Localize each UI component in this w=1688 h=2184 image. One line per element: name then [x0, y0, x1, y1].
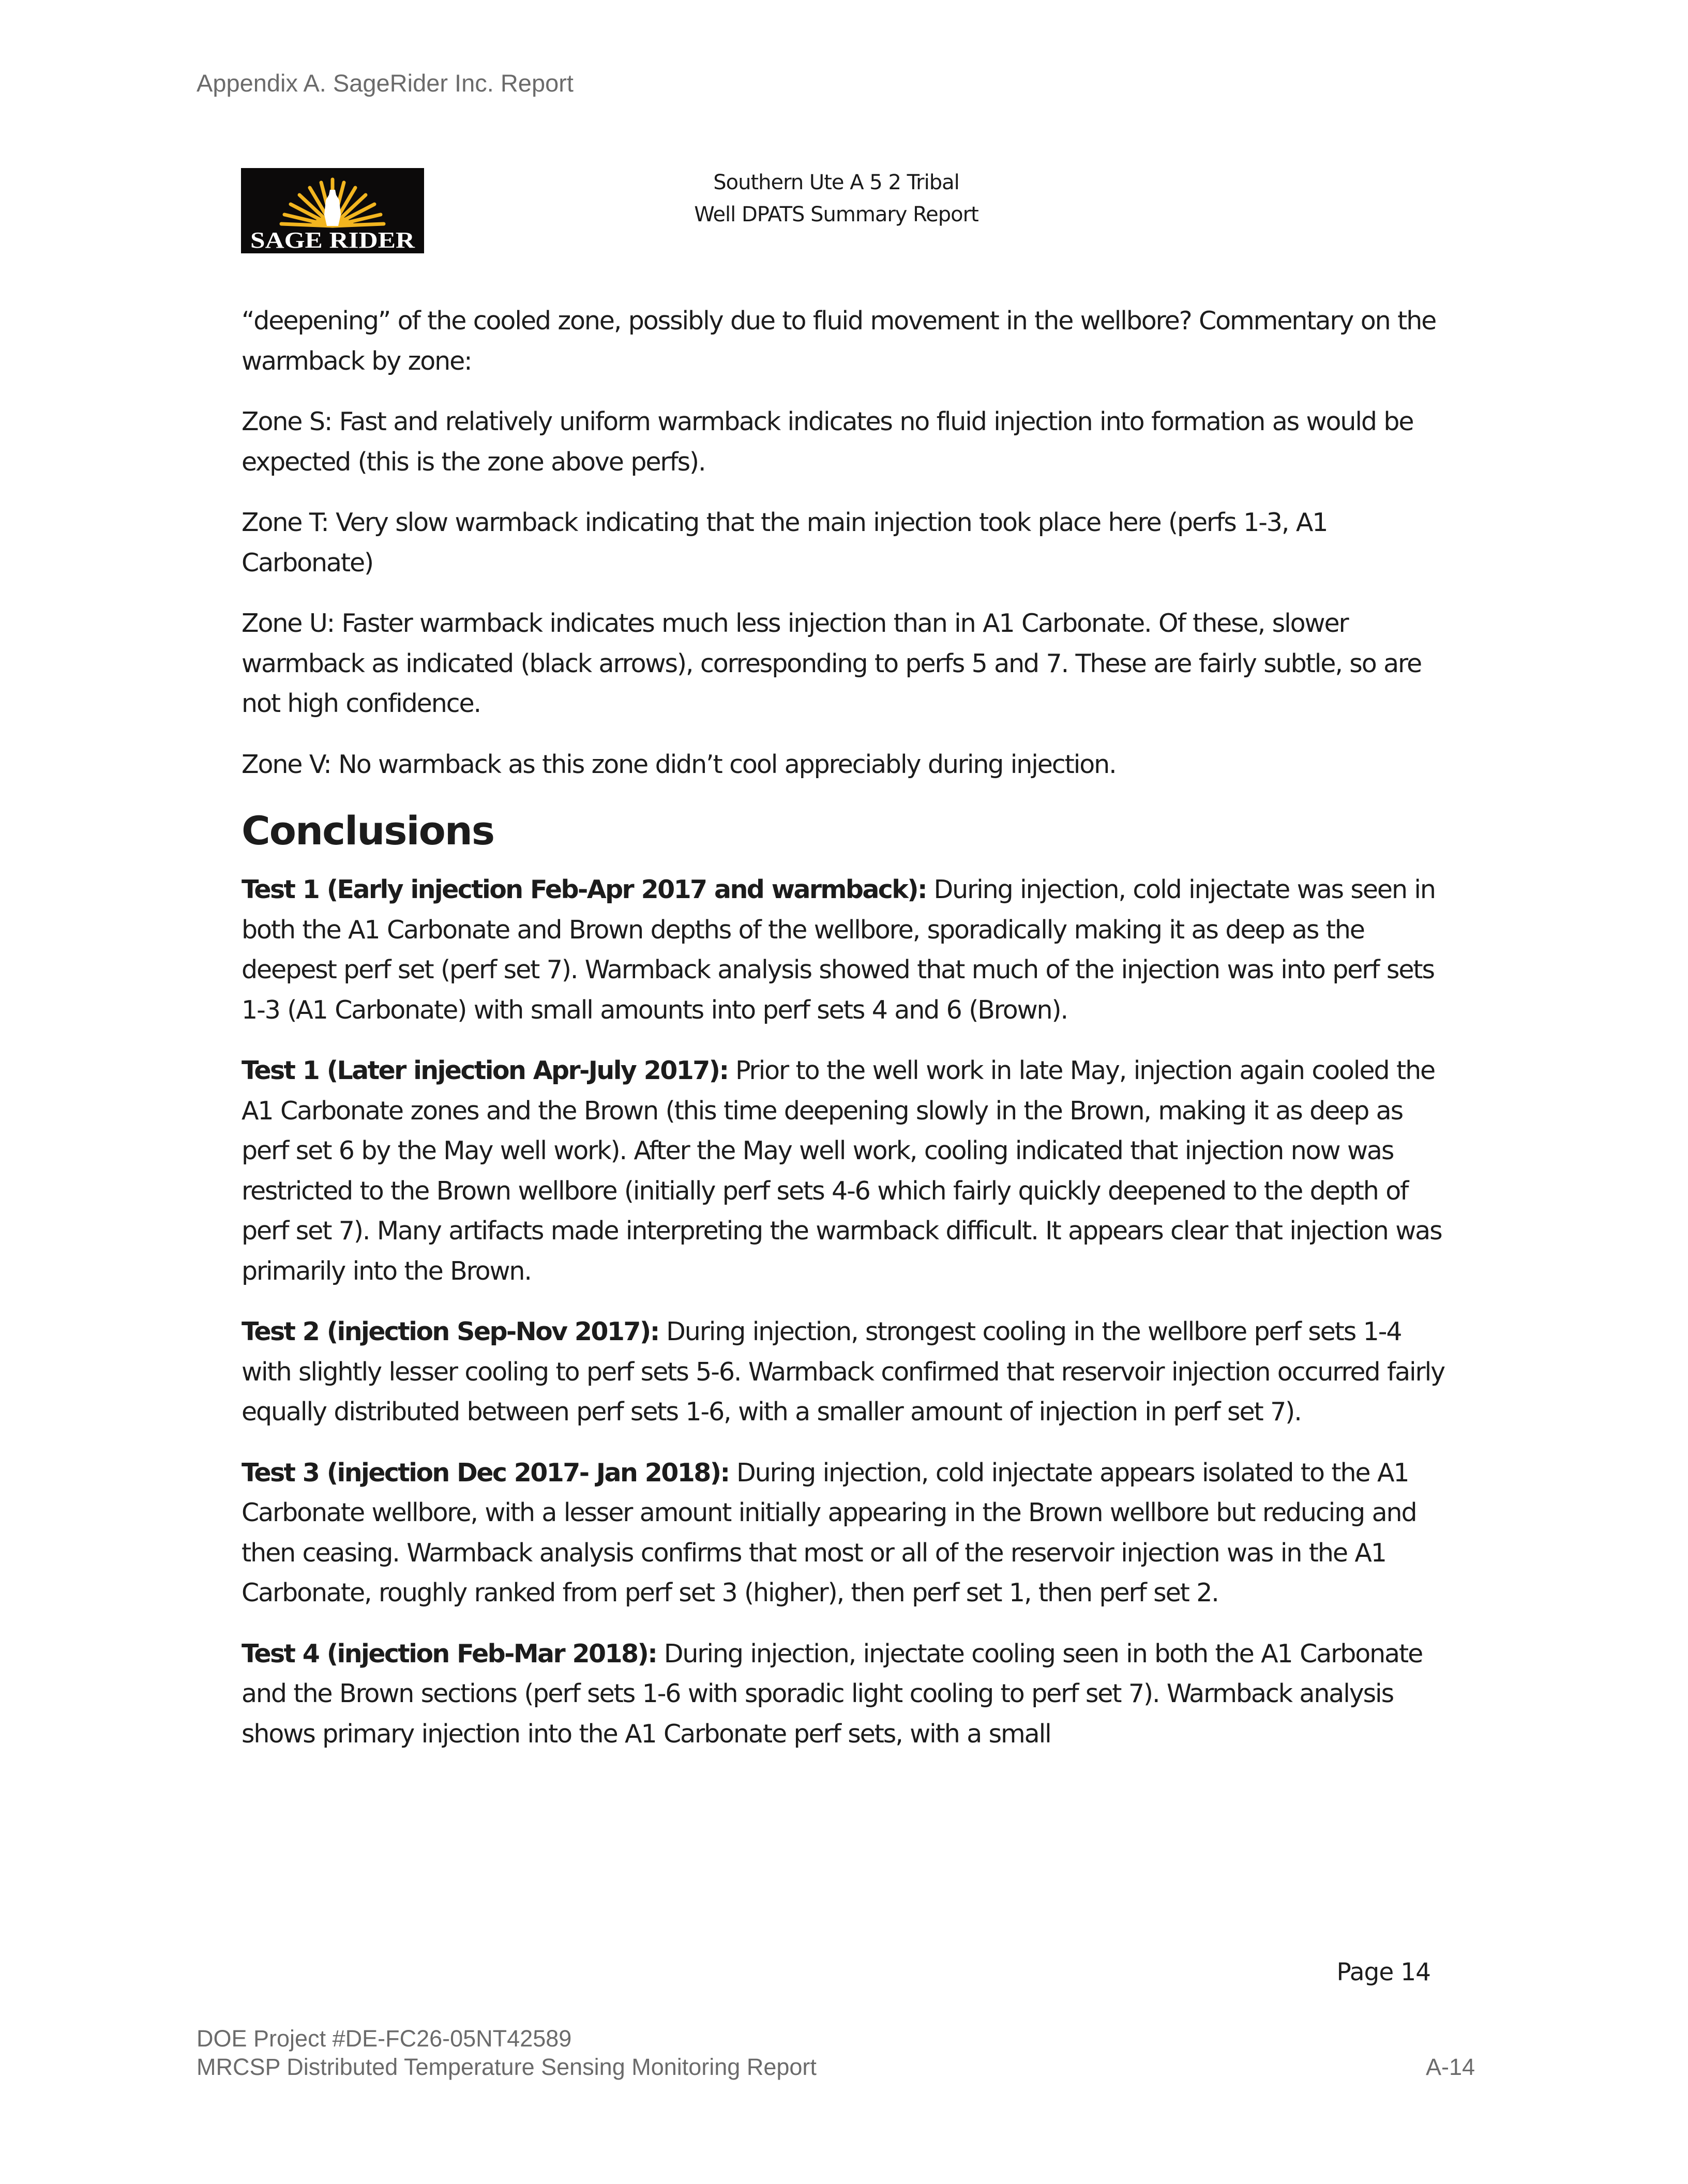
report-title-line2: Well DPATS Summary Report — [694, 203, 978, 226]
conclusion-test1-early — [242, 870, 1446, 1030]
conclusion-label: Test 1 (Later injection Apr-July 2017): — [242, 1056, 728, 1085]
footer-report-title: MRCSP Distributed Temperature Sensing Monitoring Report — [197, 2054, 817, 2080]
conclusion-test3 — [242, 1453, 1446, 1613]
conclusion-test4 — [242, 1634, 1446, 1754]
sagerider-logo — [241, 168, 424, 253]
report-body — [242, 301, 1446, 1775]
zone-u-paragraph: Zone U: Faster warmback indicates much less injection than in A1 Carbonate. Of these, slower warmback as indicated (black arrows), corresponding to perfs 5 and 7. These are fairly subtle, so are not high confidence. — [242, 609, 1422, 718]
conclusion-label: Test 4 (injection Feb-Mar 2018): — [242, 1639, 657, 1669]
conclusion-text: During injection, cold injectate appears isolated to the A1 Carbonate wellbore, with a lesser amount initially appearing in the Brown wellbore but reducing and then ceasing. Warmback analysis confirms that most or all of the reservoir injection was in the A1 Carbonate, roughly ranked from perf set 3 (higher), then perf set 1, then perf set 2. — [242, 1458, 1416, 1607]
conclusions-heading: Conclusions — [242, 808, 494, 854]
intro-paragraph: “deepening” of the cooled zone, possibly due to fluid movement in the wellbore? Commentary on the warmback by zone: — [242, 306, 1436, 376]
conclusion-test2 — [242, 1312, 1446, 1432]
sunburst-rider-icon — [241, 168, 424, 253]
page-number: Page 14 — [1336, 1958, 1430, 1986]
zone-v-paragraph: Zone V: No warmback as this zone didn’t cool appreciably during injection. — [242, 749, 1116, 779]
report-title-line1: Southern Ute A 5 2 Tribal — [713, 171, 959, 194]
footer-project-id: DOE Project #DE-FC26-05NT42589 — [197, 2025, 572, 2052]
conclusion-test1-later — [242, 1051, 1446, 1291]
zone-t-paragraph: Zone T: Very slow warmback indicating that the main injection took place here (perfs 1-3, A1 Carbonate) — [242, 508, 1328, 578]
conclusion-label: Test 2 (injection Sep-Nov 2017): — [242, 1317, 659, 1346]
conclusion-text: During injection, strongest cooling in the wellbore perf sets 1-4 with slightly lesser cooling to perf sets 5-6. Warmback confirmed that reservoir injection occurred fairly equally distributed between perf sets 1-6, with a smaller amount of injection in perf set 7). — [242, 1317, 1445, 1427]
report-title — [578, 166, 1095, 231]
conclusion-text: During injection, injectate cooling seen in both the A1 Carbonate and the Brown sections (perf sets 1-6 with sporadic light cooling to perf set 7). Warmback analysis shows primary injection into the A1 Carbonate perf sets, with a small — [242, 1639, 1423, 1749]
zone-s-paragraph: Zone S: Fast and relatively uniform warmback indicates no fluid injection into formation as would be expected (this is the zone above perfs). — [242, 407, 1413, 477]
conclusion-text: During injection, cold injectate was seen in both the A1 Carbonate and Brown depths of the wellbore, sporadically making it as deep as the deepest perf set (perf set 7). Warmback analysis showed that much of the injection was into perf sets 1-3 (A1 Carbonate) with small amounts into perf sets 4 and 6 (Brown). — [242, 875, 1435, 1025]
footer-page-label: A-14 — [1425, 2054, 1475, 2080]
conclusion-label: Test 3 (injection Dec 2017- Jan 2018): — [242, 1458, 729, 1488]
appendix-header: Appendix A. SageRider Inc. Report — [197, 69, 574, 97]
logo-text: SAGE RIDER — [250, 228, 416, 253]
conclusion-text: Prior to the well work in late May, injection again cooled the A1 Carbonate zones and the Brown (this time deepening slowly in the Brown, making it as deep as perf set 6 by the May well work). After the May well work, cooling indicated that injection now was restricted to the Brown wellbore (initially perf sets 4-6 which fairly quickly deepened to the depth of perf set 7). Many artifacts made interpreting the warmback difficult. It appears clear that injection was primarily into the Brown. — [242, 1056, 1442, 1286]
conclusion-label: Test 1 (Early injection Feb-Apr 2017 and warmback): — [242, 875, 927, 904]
